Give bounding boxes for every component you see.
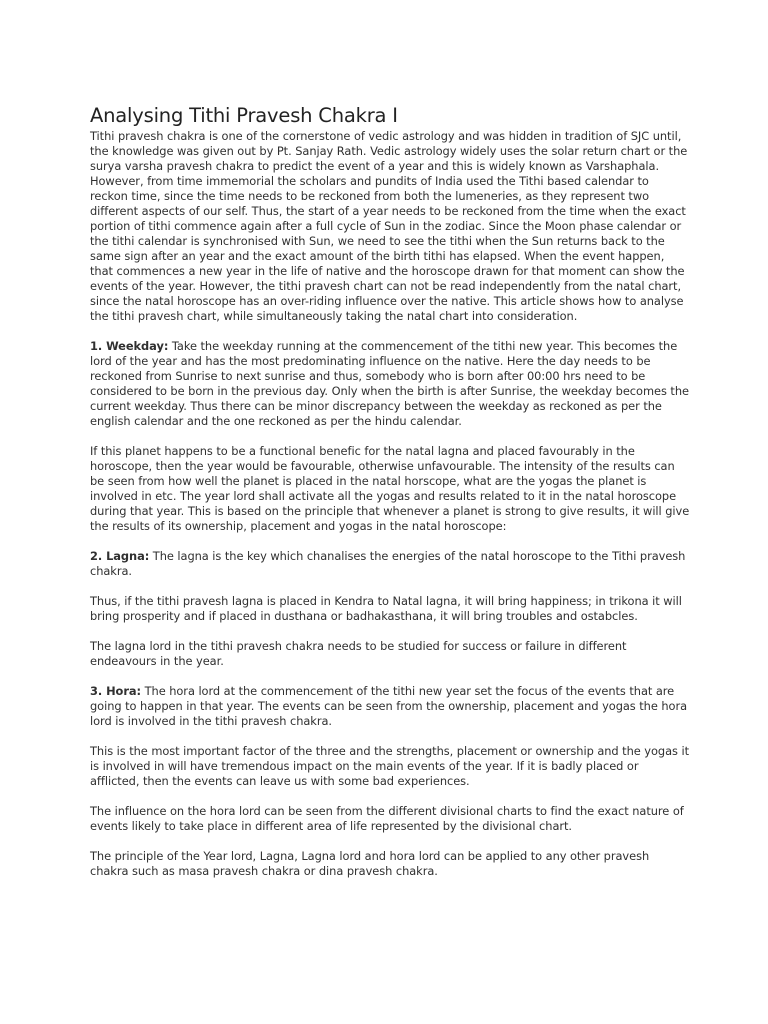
hora-heading: 3. Hora: — [90, 684, 142, 698]
lagna-paragraph — [90, 549, 690, 579]
lagna-heading: 2. Lagna: — [90, 549, 150, 563]
hora-text: The hora lord at the commencement of the tithi new year set the focus of the events that are going to happen in that year. The events can be seen from the ownership, placement and yogas the hora lord is involved in the tithi pravesh chakra. — [90, 684, 688, 728]
hora-paragraph — [90, 684, 690, 729]
weekday-text: Take the weekday running at the commencement of the tithi new year. This becomes the lord of the year and has the most predominating influence on the native. Here the day needs to be reckoned from Sunrise to next sunrise and thus, somebody who is born after 00:00 hrs need to be considered to be born in the previous day. Only when the birth is after Sunrise, the weekday becomes the current weekday. Thus there can be minor discrepancy between the weekday as reckoned as per the english calendar and the one reckoned as per the hindu calendar. — [90, 339, 689, 428]
document-title: Analysing Tithi Pravesh Chakra I — [90, 104, 398, 127]
lagna-paragraph-2: Thus, if the tithi pravesh lagna is placed in Kendra to Natal lagna, it will bring happiness; in trikona it will bring prosperity and if placed in dusthana or badhakasthana, it will bring troubles and ostabcles. — [90, 594, 682, 623]
lagna-text: The lagna is the key which chanalises the energies of the natal horoscope to the Tithi pravesh chakra. — [90, 549, 686, 578]
hora-paragraph-3: The influence on the hora lord can be seen from the different divisional charts to find the exact nature of events likely to take place in different area of life represented by the divisional chart. — [90, 804, 684, 833]
intro-paragraph: Tithi pravesh chakra is one of the cornerstone of vedic astrology and was hidden in tradition of SJC until, the knowledge was given out by Pt. Sanjay Rath. Vedic astrology widely uses the solar return chart or the surya varsha pravesh chakra to predict the event of a year and this is widely known as Varshaphala. However, from time immemorial the scholars and pundits of India used the Tithi based calendar to reckon time, since the time needs to be reckoned from both the lumeneries, as they represent two different aspects of our self. Thus, the start of a year needs to be reckoned from the time when the exact portion of tithi commence again after a full cycle of Sun in the zodiac. Since the Moon phase calendar or the tithi calendar is synchronised with Sun, we need to see the tithi when the Sun returns back to the same sign after an year and the exact amount of the birth tithi has elapsed. When the event happen, that commences a new year in the life of native and the horoscope drawn for that moment can show the events of the year. However, the tithi pravesh chart can not be read independently from the natal chart, since the natal horoscope has an over-riding influence over the native. This article shows how to analyse the tithi pravesh chart, while simultaneously taking the natal chart into consideration. — [90, 129, 688, 323]
hora-paragraph-2: This is the most important factor of the three and the strengths, placement or ownership and the yogas it is involved in will have tremendous impact on the main events of the year. If it is badly placed or afflicted, then the events can leave us with some bad experiences. — [90, 744, 690, 788]
lagna-paragraph-3: The lagna lord in the tithi pravesh chakra needs to be studied for success or failure in different endeavours in the year. — [90, 639, 627, 668]
closing-paragraph: The principle of the Year lord, Lagna, Lagna lord and hora lord can be applied to any other pravesh chakra such as masa pravesh chakra or dina pravesh chakra. — [90, 849, 650, 878]
weekday-paragraph — [90, 339, 690, 429]
document-body — [90, 103, 690, 894]
weekday-paragraph-2: If this planet happens to be a functional benefic for the natal lagna and placed favourably in the horoscope, then the year would be favourable, otherwise unfavourable. The intensity of the results can be seen from how well the planet is placed in the natal horscope, what are the yogas the planet is involved in etc. The year lord shall activate all the yogas and results related to it in the natal horoscope during that year. This is based on the principle that whenever a planet is strong to give results, it will give the results of its ownership, placement and yogas in the natal horoscope: — [90, 444, 690, 533]
weekday-heading: 1. Weekday: — [90, 339, 169, 353]
